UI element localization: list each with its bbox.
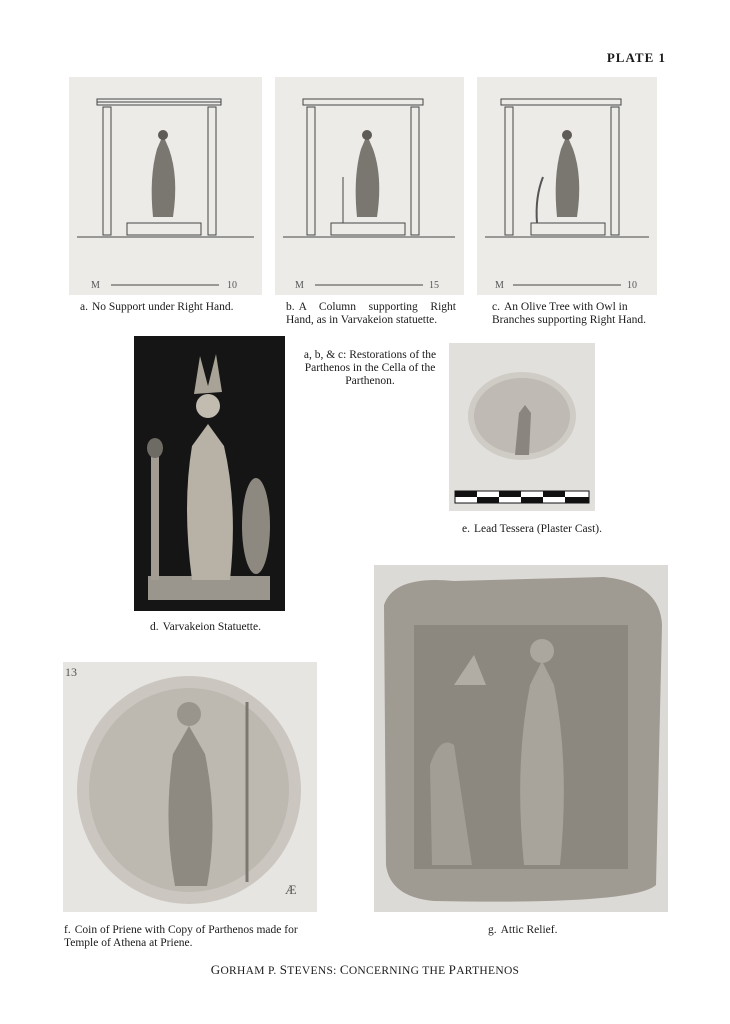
figure-b-drawing — [275, 77, 464, 295]
scale-right-b: 15 — [429, 280, 439, 291]
caption-e-text: Lead Tessera (Plaster Cast). — [473, 523, 602, 535]
scale-left-c: M — [495, 280, 504, 291]
plate-title: PLATE 1 — [606, 50, 666, 65]
caption-c — [492, 301, 652, 327]
varvakeion-statuette-photo — [134, 336, 285, 611]
caption-c-text: An Olive Tree with Owl in Branches supporting Right Hand. — [492, 301, 646, 326]
footer-title-prefix: C — [339, 962, 349, 977]
lead-tessera-photo — [449, 343, 595, 511]
caption-e — [462, 523, 612, 536]
label-e: e. — [462, 523, 470, 535]
restoration-drawing-c — [477, 77, 657, 295]
label-d: d. — [150, 621, 159, 633]
footer-credit — [0, 962, 730, 978]
footer-author-rest: ORHAM — [220, 965, 265, 977]
caption-g — [488, 924, 598, 937]
caption-d — [150, 621, 290, 634]
priene-coin-photo — [63, 662, 317, 912]
scale-bar — [455, 491, 589, 503]
label-f: f. — [64, 924, 71, 936]
scale-right-a: 10 — [227, 280, 237, 291]
figure-g-photo — [374, 565, 668, 912]
footer-surname-rest: TEVENS — [287, 965, 334, 977]
caption-a-text: No Support under Right Hand. — [91, 301, 234, 313]
label-b: b. — [286, 301, 295, 313]
footer-surname-first: S — [279, 962, 288, 977]
scale-right-c: 10 — [627, 280, 637, 291]
caption-f-text: Coin of Priene with Copy of Parthenos made for Temple of Athena at Priene. — [64, 924, 298, 949]
coin-metal-mark: Æ — [285, 882, 297, 897]
footer-colon: : — [333, 965, 337, 977]
figure-c-drawing — [477, 77, 657, 295]
footer-author-initial: P. — [267, 965, 277, 977]
label-g: g. — [488, 924, 497, 936]
scale-left-a: M — [91, 280, 100, 291]
caption-b — [286, 301, 456, 327]
footer-title-p: P — [448, 962, 457, 977]
abc-note: a, b, & c: Restorations of the Parthenos in the Cella of the Parthenon. — [303, 349, 437, 387]
caption-f — [64, 924, 334, 950]
caption-g-text: Attic Relief. — [500, 924, 558, 936]
figure-a-drawing — [69, 77, 262, 295]
scale-left-b: M — [295, 280, 304, 291]
figure-e-photo — [449, 343, 595, 511]
restoration-drawing-b — [275, 77, 464, 295]
figure-f-photo — [63, 662, 317, 912]
restoration-drawing-a — [69, 77, 262, 295]
label-c: c. — [492, 301, 500, 313]
footer-title-end: ARTHENOS — [456, 965, 520, 977]
footer-author-first: G — [210, 962, 221, 977]
coin-number-mark: 13 — [65, 665, 77, 679]
footer-title-rest: ONCERNING THE — [348, 965, 446, 977]
label-a: a. — [80, 301, 88, 313]
figure-d-photo — [134, 336, 285, 611]
attic-relief-photo — [374, 565, 668, 912]
caption-d-text: Varvakeion Statuette. — [162, 621, 261, 633]
caption-b-text: A Column supporting Right Hand, as in Varvakeion statuette. — [286, 301, 456, 326]
caption-a — [80, 301, 270, 314]
